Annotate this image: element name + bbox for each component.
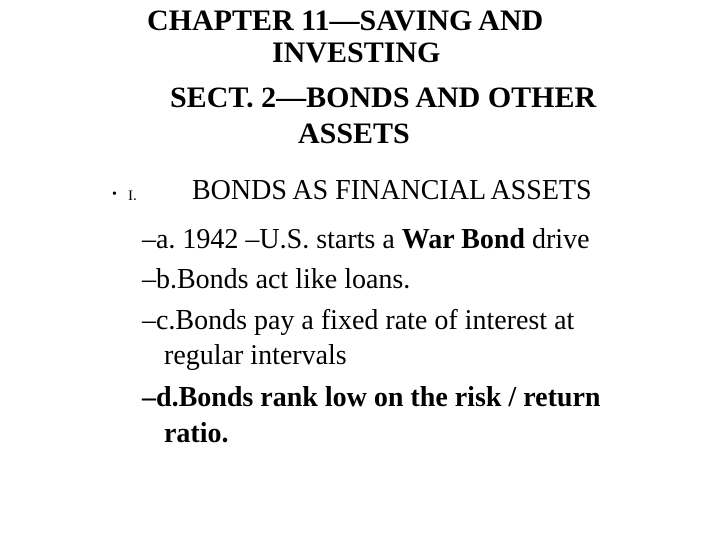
title-line-4: ASSETS (298, 117, 410, 150)
title-line-2: INVESTING (272, 36, 441, 69)
list-item-a-suffix: drive (524, 224, 590, 255)
list-item-b: –b.Bonds act like loans. (142, 264, 411, 295)
list-item-a (142, 222, 590, 258)
list-item-d: –d.Bonds rank low on the risk / return (142, 382, 601, 413)
list-item-d-continued: ratio. (164, 418, 229, 449)
list-item-a-text: –a. 1942 –U.S. starts a (142, 224, 402, 255)
war-bond-emphasis: War Bond (401, 224, 525, 255)
list-item-c: –c.Bonds pay a fixed rate of interest at (142, 305, 575, 336)
list-item-c-continued: regular intervals (164, 340, 347, 371)
bullet-dot: • (112, 187, 117, 202)
section-heading: BONDS AS FINANCIAL ASSETS (192, 175, 592, 206)
title-line-3: SECT. 2—BONDS AND OTHER (170, 81, 597, 114)
title-line-1: CHAPTER 11—SAVING AND (147, 4, 544, 37)
section-number: I. (128, 188, 137, 204)
